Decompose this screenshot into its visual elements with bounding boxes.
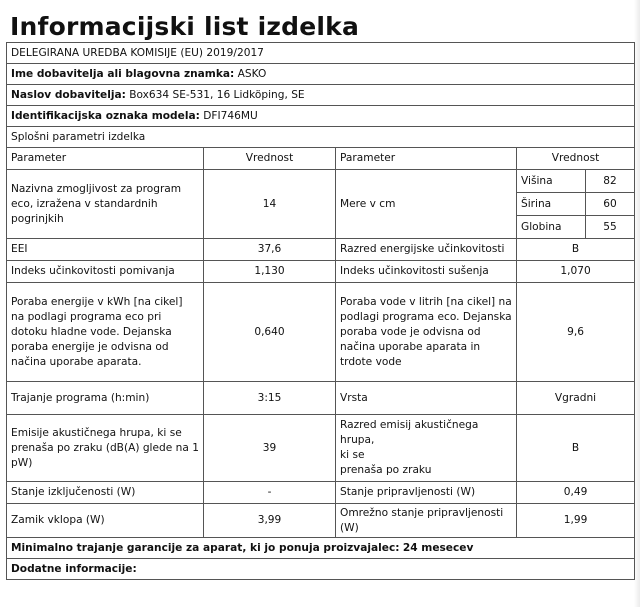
model-label: Identifikacijska oznaka modela:: [11, 109, 200, 122]
water-consumption-label: Poraba vode v litrih [na cikel] na podlagi programa eco. Dejanska poraba vode je odvisna od načina uporabe aparata in trdote vode: [336, 283, 517, 382]
width-value: 60: [586, 193, 635, 216]
noise-class-line1: Razred emisij akustičnega hrupa,: [340, 419, 479, 446]
type-label: Vrsta: [336, 382, 517, 415]
warranty-label: Minimalno trajanje garancije za aparat, ki jo ponuja proizvajalec:: [11, 541, 400, 554]
supplier-label: Ime dobavitelja ali blagovna znamka:: [11, 67, 235, 80]
regulation-text: DELEGIRANA UREDBA KOMISIJE (EU) 2019/2017: [7, 43, 635, 64]
cleaning-index-label: Indeks učinkovitosti pomivanja: [7, 261, 204, 283]
standby-label: Stanje pripravljenosti (W): [336, 482, 517, 504]
energy-consumption-label: Poraba energije v kWh [na cikel] na podlagi programa eco pri dotoku hladne vode. Dejanska poraba energije je odvisna od načina uporabe aparata.: [7, 283, 204, 382]
delay-start-value: 3,99: [204, 504, 336, 538]
energy-class-value: B: [517, 239, 635, 261]
networked-standby-value: 1,99: [517, 504, 635, 538]
noise-class-line3: prenaša po zraku: [340, 464, 432, 476]
address-row: [7, 85, 635, 106]
warranty-row: [7, 538, 635, 559]
page-title: Informacijski list izdelka: [10, 12, 360, 41]
water-consumption-value: 9,6: [517, 283, 635, 382]
off-mode-value: -: [204, 482, 336, 504]
address-value: Box634 SE-531, 16 Lidköping, SE: [129, 88, 305, 101]
standby-value: 0,49: [517, 482, 635, 504]
depth-label: Globina: [517, 216, 586, 239]
model-row: [7, 106, 635, 127]
depth-value: 55: [586, 216, 635, 239]
eei-label: EEI: [7, 239, 204, 261]
header-parameter-right: Parameter: [336, 148, 517, 170]
header-value-left: Vrednost: [204, 148, 336, 170]
header-value-right: Vrednost: [517, 148, 635, 170]
noise-label: Emisije akustičnega hrupa, ki se prenaša po zraku (dB(A) glede na 1 pW): [7, 415, 204, 482]
energy-class-label: Razred energijske učinkovitosti: [336, 239, 517, 261]
drying-index-label: Indeks učinkovitosti sušenja: [336, 261, 517, 283]
section-general-heading: Splošni parametri izdelka: [7, 127, 635, 148]
additional-info-heading: Dodatne informacije:: [7, 559, 635, 580]
supplier-row: [7, 64, 635, 85]
noise-class-value: B: [517, 415, 635, 482]
delay-start-label: Zamik vklopa (W): [7, 504, 204, 538]
product-table: [6, 42, 635, 580]
cleaning-index-value: 1,130: [204, 261, 336, 283]
height-value: 82: [586, 170, 635, 193]
type-value: Vgradni: [517, 382, 635, 415]
noise-class-label: [336, 415, 517, 482]
duration-label: Trajanje programa (h:min): [7, 382, 204, 415]
header-parameter-left: Parameter: [7, 148, 204, 170]
capacity-value: 14: [204, 170, 336, 239]
energy-consumption-value: 0,640: [204, 283, 336, 382]
width-label: Širina: [517, 193, 586, 216]
warranty-value: 24 mesecev: [402, 541, 474, 554]
noise-class-line2: ki se: [340, 449, 365, 461]
height-label: Višina: [517, 170, 586, 193]
drying-index-value: 1,070: [517, 261, 635, 283]
networked-standby-label: Omrežno stanje pripravljenosti (W): [336, 504, 517, 538]
product-information-sheet: [6, 4, 634, 580]
model-value: DFI746MU: [203, 109, 258, 122]
page-edge-shadow: [634, 0, 640, 607]
duration-value: 3:15: [204, 382, 336, 415]
dimensions-label: Mere v cm: [336, 170, 517, 239]
noise-value: 39: [204, 415, 336, 482]
capacity-label: Nazivna zmogljivost za program eco, izražena v standardnih pogrinjkih: [7, 170, 204, 239]
off-mode-label: Stanje izključenosti (W): [7, 482, 204, 504]
eei-value: 37,6: [204, 239, 336, 261]
supplier-value: ASKO: [237, 67, 267, 80]
address-label: Naslov dobavitelja:: [11, 88, 126, 101]
